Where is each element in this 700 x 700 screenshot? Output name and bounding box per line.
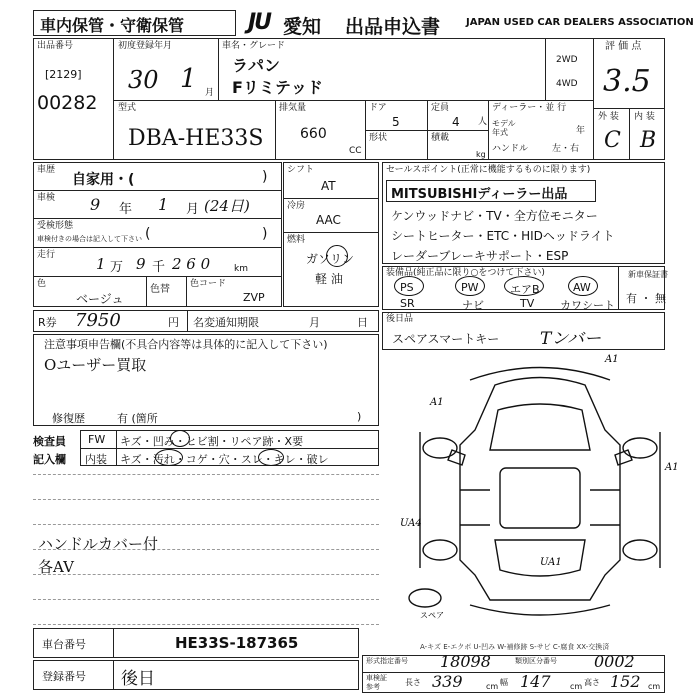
spare-label: スペア [420, 611, 444, 620]
inspection-label: 車検 [37, 193, 56, 203]
name-change-label: 名変通知期限 [193, 316, 259, 329]
displacement-unit: CC [349, 146, 362, 156]
selling-points-label: セールスポイント(正常に機能するものに限ります) [386, 165, 591, 175]
warranty-label: 新車保証書 [628, 270, 668, 279]
inspector-label-2: 記入欄 [33, 453, 66, 466]
history-label: 車歴 [37, 165, 56, 175]
equip-navi: ナビ [462, 299, 484, 312]
model-year-label: モデル 年式 [492, 119, 516, 137]
handle-value: 左・右 [552, 144, 580, 154]
equip-sr: SR [400, 297, 415, 310]
equipment-label: 装備品(純正品に限り○をつけて下さい) [386, 268, 545, 278]
equip-pw: PW [461, 281, 479, 294]
shift-label: シフト [287, 165, 315, 175]
selling-point-2: ケンウッドナビ・TV・全方位モニター [391, 209, 598, 223]
mileage-rest: 2 6 0 [172, 255, 211, 273]
repair-value: 有 (箇所 [117, 412, 158, 425]
lot-label: 出品番号 [37, 41, 74, 51]
receipt-open: ( [145, 226, 151, 242]
height-label: 高さ [584, 678, 600, 687]
history-close: ) [262, 169, 268, 185]
chassis-number: HE33S-187365 [175, 634, 299, 652]
inspector-row2: キズ・汚れ・コゲ・穴・スレ・キレ・破レ [120, 453, 329, 466]
car-name: ラパン [232, 56, 281, 75]
handle-label: ハンドル [492, 144, 529, 154]
cooler-value: AAC [316, 213, 341, 227]
first-reg-label: 初度登録年月 [118, 41, 173, 51]
recycle-label: R券 [38, 316, 57, 329]
dims-label-1: 車検証 [366, 674, 387, 682]
capacity-label: 定員 [431, 103, 450, 113]
chassis-label: 車台番号 [42, 638, 86, 651]
repair-close: ) [357, 410, 362, 423]
notes-label: 注意事項申告欄(不具合内容等は具体的に記入して下さい) [44, 338, 328, 351]
registration-value: 後日 [121, 669, 155, 689]
exterior-label: 外 装 [598, 112, 619, 122]
mark-dent-circle [170, 430, 190, 447]
mileage-man: 1 [96, 255, 106, 273]
displacement-label: 排気量 [279, 103, 307, 113]
body-shape-label: 形状 [369, 133, 388, 143]
mark-ua4: UA4 [400, 518, 422, 529]
shift-value: AT [321, 179, 336, 193]
circle-ps [394, 276, 424, 296]
equip-aw: AW [573, 281, 591, 294]
color-code-label: 色コード [190, 279, 227, 289]
rating-score: 3.5 [603, 64, 651, 99]
exterior-grade: C [604, 128, 621, 153]
circle-airbag [504, 276, 544, 296]
codes-label-1: 形式指定番号 [366, 657, 408, 665]
mark-front-a1: A1 [605, 354, 619, 365]
codes-value-2: 0002 [594, 652, 635, 671]
model-type-label: 型式 [118, 103, 137, 113]
color-change-label: 色替 [150, 284, 170, 295]
length-unit: cm [486, 682, 499, 691]
mark-stain-circle [155, 449, 183, 466]
lot-bracket-number: [2129] [45, 68, 82, 81]
recycle-unit: 円 [168, 316, 179, 329]
equip-airbag: エアB [510, 283, 540, 296]
history-value: 自家用・( [72, 172, 135, 188]
name-change-day: 日 [357, 316, 368, 329]
dealer-label: ディーラー・並 行 [492, 103, 567, 113]
recycle-value: 7950 [75, 310, 121, 331]
first-reg-month: 1 [180, 64, 197, 94]
fuel-diesel: 軽 油 [315, 272, 343, 286]
circle-aw [568, 276, 598, 296]
capacity-unit: 人 [478, 117, 488, 127]
inspection-year: 9 [90, 195, 101, 214]
car-name-label: 車名・グレード [222, 41, 286, 51]
model-type-value: DBA-HE33S [128, 126, 264, 151]
name-change-month: 月 [309, 316, 320, 329]
interior-label: 内 装 [634, 112, 655, 122]
storage-text: 車内保管・守衛保管 [40, 16, 185, 35]
load-label: 積載 [431, 133, 450, 143]
width-unit: cm [570, 682, 583, 691]
repair-label: 修復歴 [52, 412, 85, 425]
mark-wear-circle [258, 449, 284, 466]
width-label: 幅 [500, 678, 508, 687]
fuel-selected-circle [326, 245, 348, 267]
inspection-day: (24日) [204, 197, 250, 215]
doors-label: ドア [369, 103, 387, 113]
color-label: 色 [37, 279, 47, 289]
inspector-label-1: 検査員 [33, 435, 66, 448]
logo-city: 愛知 [283, 16, 322, 38]
cooler-label: 冷房 [287, 201, 306, 211]
car-grade: Fリミテッド [232, 78, 323, 97]
fuel-gasoline: ガソリン [306, 252, 355, 266]
warranty-value: 有 ・ 無 [626, 292, 666, 305]
fuel-label: 燃料 [287, 235, 306, 245]
registration-label: 登録番号 [42, 670, 86, 683]
displacement-value: 660 [300, 126, 327, 142]
receipt-label: 受検形態 [37, 221, 74, 231]
interior-grade: B [640, 128, 657, 153]
association-name: JAPAN USED CAR DEALERS ASSOCIATION [466, 17, 694, 28]
inspector-row1: キズ・凹み・ヒビ割・リペア跡・X要 [120, 435, 304, 448]
after-value: スペアスマートキー [392, 332, 500, 346]
receipt-close: ) [262, 226, 268, 242]
dims-label-2: 参考 [366, 683, 380, 691]
handwritten-note-2: 各AV [38, 558, 74, 576]
height-value: 152 [610, 672, 641, 691]
inspection-year-unit: 年 [119, 202, 133, 217]
height-unit: cm [648, 682, 661, 691]
equip-ps: PS [400, 281, 414, 294]
handwritten-note-1: ハンドルカバー付 [38, 535, 159, 553]
model-year-unit: 年 [576, 126, 586, 136]
after-plate: Tンバー [540, 329, 602, 349]
selling-point-4: レーダーブレーキサポート・ESP [391, 249, 569, 263]
length-label: 長さ [405, 678, 421, 687]
after-label: 後日品 [386, 314, 414, 324]
equip-tv: TV [520, 297, 535, 310]
codes-label-2: 類別区分番号 [515, 657, 557, 665]
inspector-row1-head: FW [88, 433, 106, 446]
first-reg-year: 30 [128, 66, 159, 94]
codes-value-1: 18098 [440, 652, 491, 671]
inspection-month: 1 [158, 195, 169, 214]
lot-number: 00282 [37, 92, 98, 114]
width-value: 147 [520, 672, 551, 691]
notes-value: Oユーザー買取 [44, 356, 147, 374]
selling-point-3: シートヒーター・ETC・HIDヘッドライト [391, 229, 615, 243]
equip-leather-seat: カワシート [560, 299, 615, 312]
mileage-man-unit: 万 [110, 260, 124, 275]
load-unit: kg [476, 150, 486, 159]
inspector-row2-head: 内装 [85, 453, 107, 466]
mark-left-a1: A1 [430, 397, 444, 408]
mileage-sen: 9 [136, 255, 146, 273]
mark-ua1: UA1 [540, 557, 562, 568]
mileage-sen-unit: 千 [152, 260, 166, 275]
length-value: 339 [432, 672, 463, 691]
circle-pw [455, 276, 485, 296]
damage-legend: A-キズ E-エクボ U-凹み W-補修跡 S-サビ C-腐食 XX-交換済 [420, 643, 610, 651]
receipt-note: 車検付きの場合は記入して下さい [37, 235, 142, 243]
mark-right-a1: A1 [665, 462, 679, 473]
capacity-value: 4 [452, 115, 460, 129]
first-reg-month-unit: 月 [205, 88, 215, 98]
inspection-month-unit: 月 [186, 202, 200, 217]
car-damage-diagram [390, 350, 690, 620]
form-title: 出品申込書 [345, 16, 441, 38]
mileage-label: 走行 [37, 250, 56, 260]
rating-label: 評 価 点 [605, 41, 642, 52]
drive-2wd: 2WD [556, 55, 578, 65]
drive-4wd: 4WD [556, 79, 578, 89]
color-code: ZVP [243, 291, 265, 304]
doors-value: 5 [392, 115, 400, 129]
color-value: ベージュ [76, 292, 124, 306]
selling-point-1: MITSUBISHIディーラー出品 [391, 187, 568, 202]
ju-logo: JU [248, 10, 271, 35]
mileage-unit: km [234, 264, 248, 274]
